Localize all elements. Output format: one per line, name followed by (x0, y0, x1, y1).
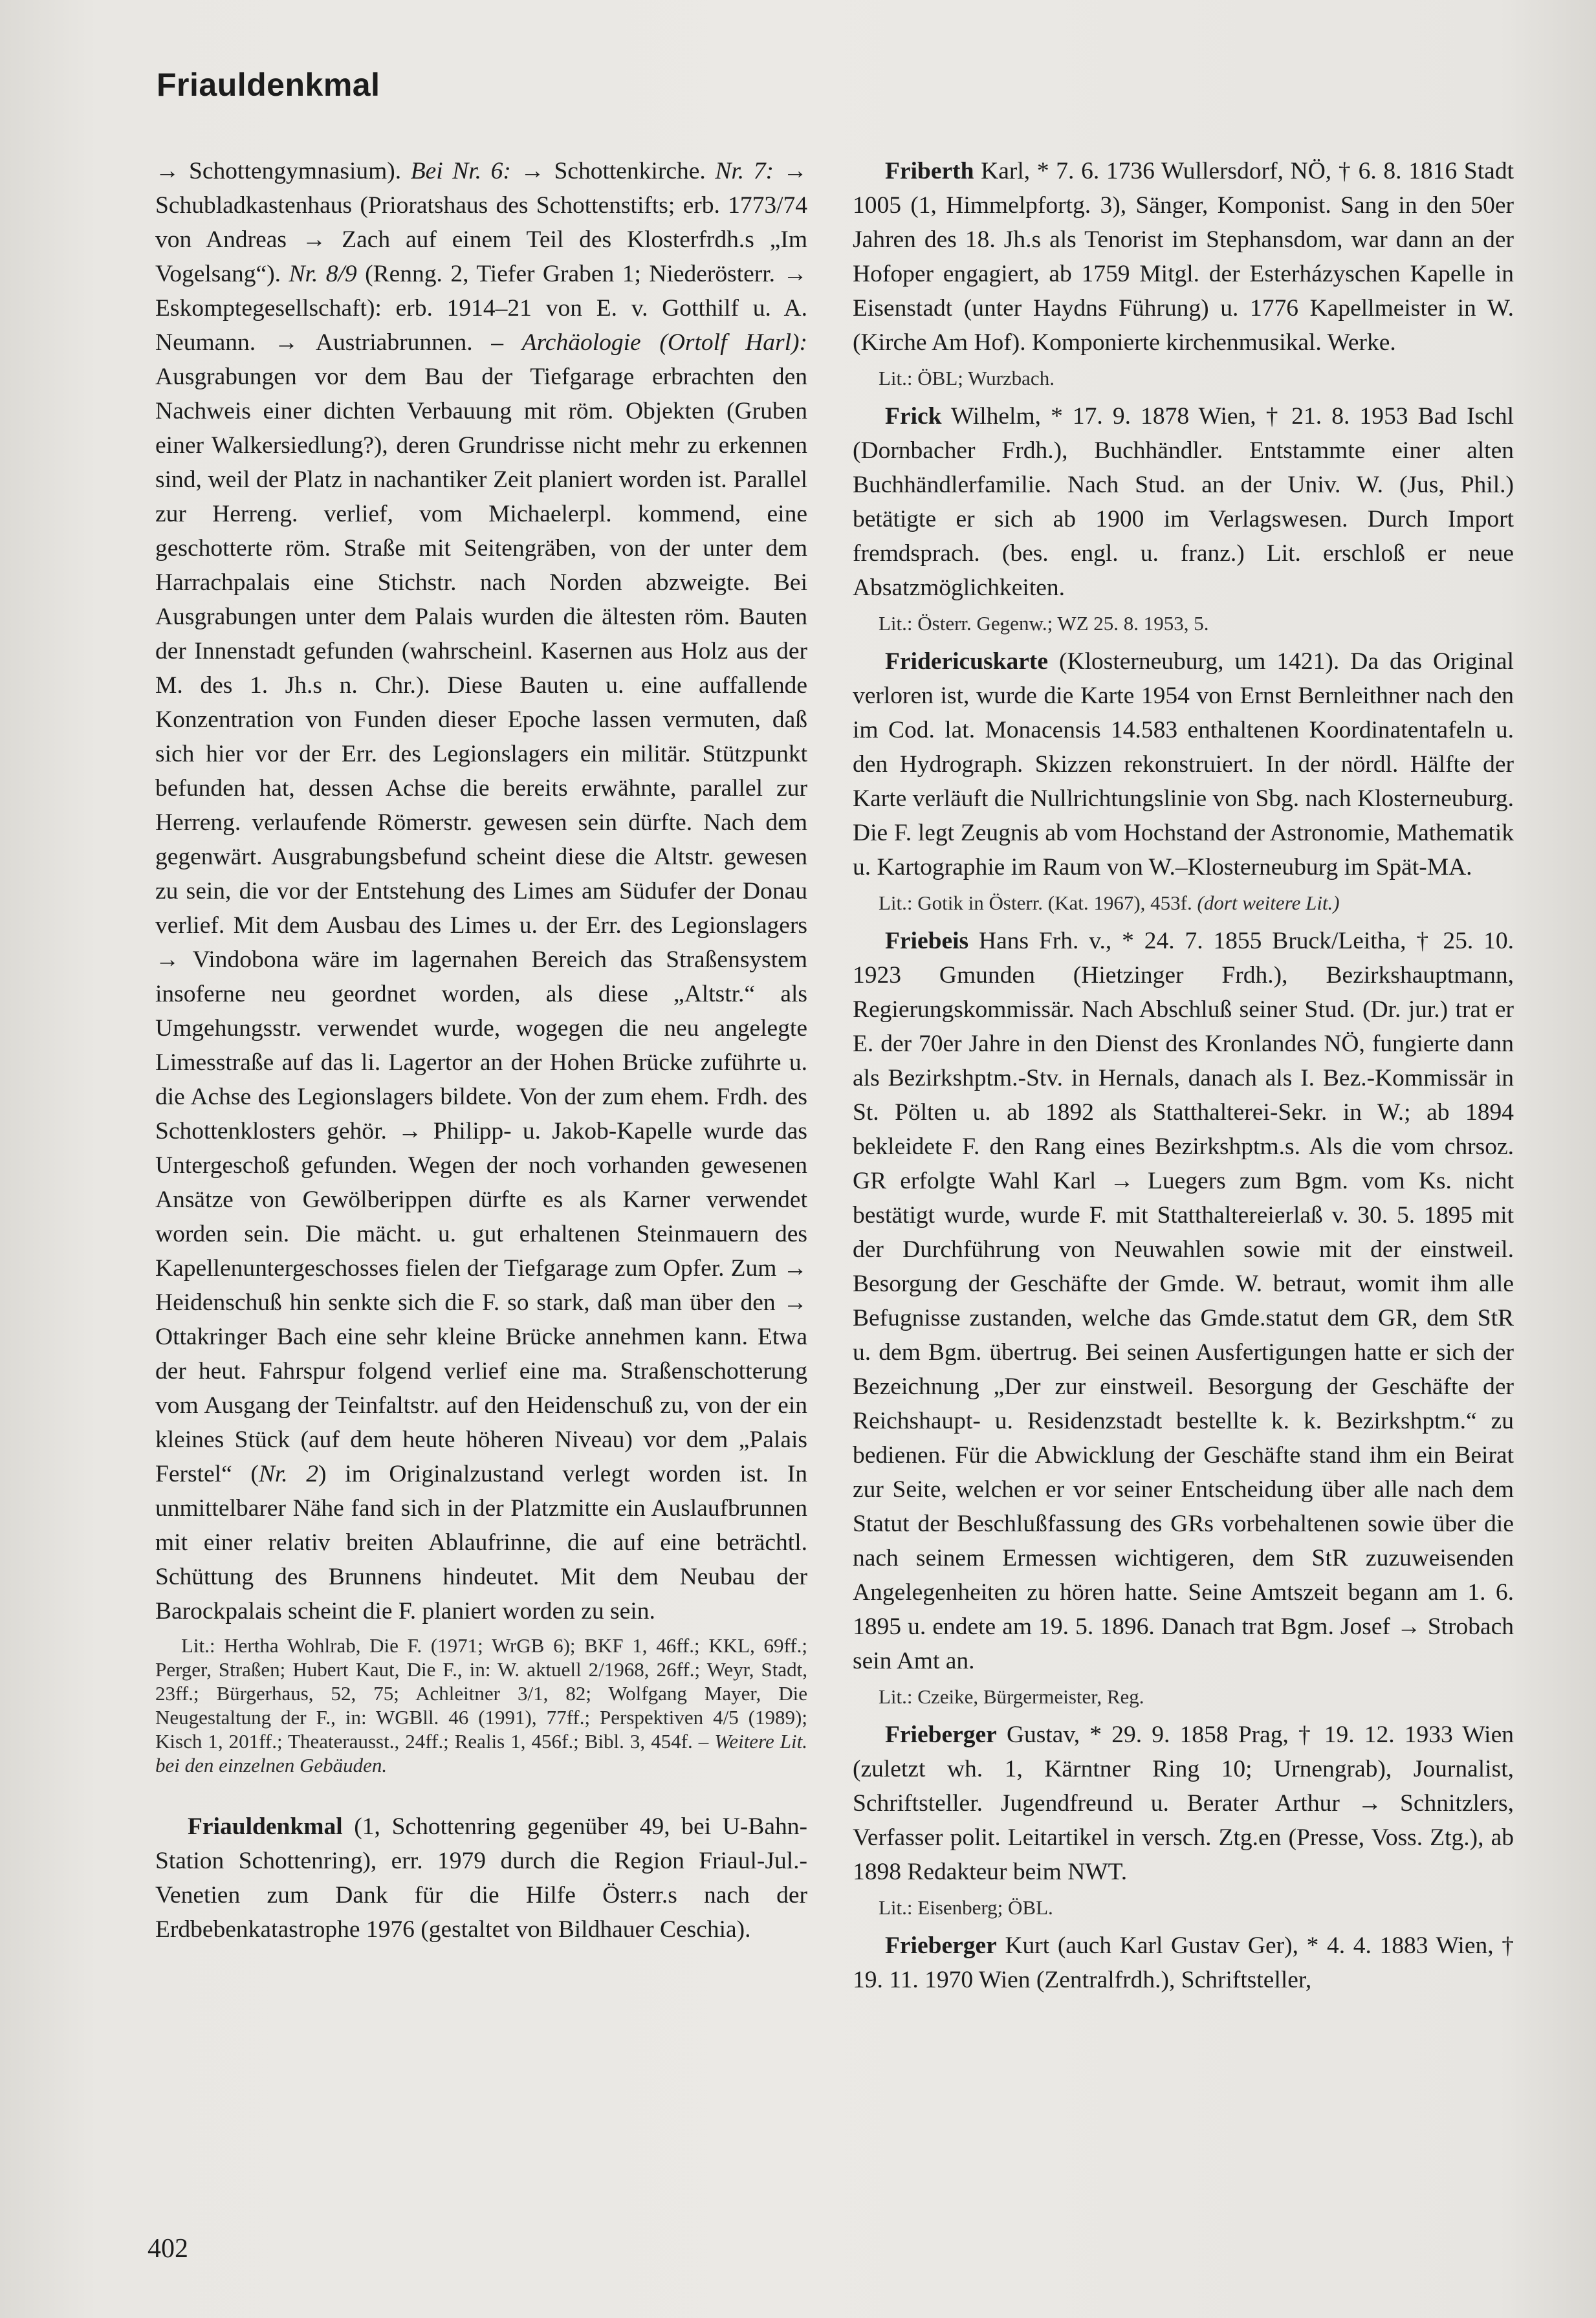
text-run: → Schottengymnasium). (155, 158, 411, 184)
entry-headword: Friauldenkmal (188, 1813, 343, 1840)
lit-text: Lit.: Hertha Wohlrab, Die F. (1971; WrGB 6); BKF 1, 46ff.; KKL, 69ff.; Perger, Straßen; Hubert Kaut, Die F., in: W. aktuell 2/1968, 26ff.; Weyr, Stadt, 23ff.; Bürgerhaus, 52, 75; Achleitner 3/1, 82; Wolfgang Mayer, Die Neugestaltung der F., in: WGBll. 46 (1991), 77ff.; Perspektiven 4/5 (1989); Kisch 1, 201ff.; Theaterausst., 24ff.; Realis 1, 456f.; Bibl. 3, 454f. – (155, 1634, 807, 1753)
continuation-paragraph (155, 154, 807, 1628)
running-head: Friauldenkmal (157, 67, 380, 103)
literature-note (155, 1634, 807, 1777)
literature-note (853, 891, 1514, 915)
entry-headword: Frieberger (885, 1932, 997, 1959)
lit-italic: (dort weitere Lit.) (1197, 891, 1340, 914)
entry-friebeis (853, 924, 1514, 1678)
page-number: 402 (148, 2234, 188, 2264)
entry-headword: Friberth (885, 158, 974, 184)
entry-headword: Friebeis (885, 928, 969, 954)
entry-text: Kurt (auch Karl Gustav Ger), * 4. 4. 1883 Wien, † 19. 11. 1970 Wien (Zentralfrdh.), Schriftsteller, (853, 1932, 1514, 1993)
entry-fridericuskarte (853, 644, 1514, 884)
literature-note: Lit.: Czeike, Bürgermeister, Reg. (879, 1685, 1144, 1708)
text-run: → Schubladkastenhaus (Prioratshaus des Schottenstifts; erb. 1773/74 von Andreas → Zach auf einem Teil des Klosterfrdh.s „Im Vogelsang“). (155, 158, 807, 287)
entry-text: Gustav, * 29. 9. 1858 Prag, † 19. 12. 1933 Wien (zuletzt wh. 1, Kärntner Ring 10; Urnengrab), Journalist, Schriftsteller. Jugendfreund u. Berater Arthur → Schnitzlers, Verfasser polit. Leitartikel in versch. Ztg.en (Presse, Voss. Ztg.), ab 1898 Redakteur beim NWT. (853, 1722, 1514, 1885)
italic-run: Nr. 8/9 (289, 261, 357, 287)
italic-run: Bei Nr. 6: (410, 158, 511, 184)
literature-note: Lit.: Österr. Gegenw.; WZ 25. 8. 1953, 5. (879, 612, 1209, 635)
entry-text: Wilhelm, * 17. 9. 1878 Wien, † 21. 8. 1953 Bad Ischl (Dornbacher Frdh.), Buchhändler. Entstammte einer alten Buchhändlerfamilie. Nach Stud. an der Univ. W. (Jus, Phil.) betätigte er sich ab 1900 im Verlagswesen. Durch Import fremdsprach. (bes. engl. u. franz.) Lit. erschloß er neue Absatzmöglichkeiten. (853, 403, 1514, 601)
spacer (155, 1786, 807, 1810)
italic-run: Nr. 2 (258, 1461, 319, 1487)
entry-frieberger-gustav (853, 1718, 1514, 1889)
entry-friberth (853, 154, 1514, 360)
text-run: Ausgrabungen vor dem Bau der Tiefgarage erbrachten den Nachweis einer dichten Verbauung mit röm. Objekten (Gruben einer Walkersiedlung?), deren Grundrisse nicht mehr zu erkennen sind, weil der Platz in nachantiker Zeit planiert worden ist. Parallel zur Herreng. verlief, vom Michaelerpl. kommend, eine geschotterte röm. Straße mit Seitengräben, von der unter dem Harrachpalais eine Stichstr. nach Norden abzweigte. Bei Ausgrabungen unter dem Palais wurden die ältesten röm. Bauten der Innenstadt gefunden (wahrscheinl. Kasernen aus Holz aus der M. des 1. Jh.s n. Chr.). Diese Bauten u. eine auffallende Konzentration von Funden dieser Epoche lassen vermuten, daß sich hier vor der Err. des Legionslagers ein militär. Stützpunkt befunden hat, dessen Achse die bereits erwähnte, parallel zur Herreng. verlaufende Römerstr. gewesen sein dürfte. Nach dem gegenwärt. Ausgrabungsbefund scheint diese die Altstr. gewesen zu sein, die vor der Entstehung des Limes am Südufer der Donau verlief. Mit dem Ausbau des Limes u. der Err. des Legionslagers → Vindobona wäre im lagernahen Bereich das Straßensystem insoferne neu geordnet worden, als diese „Altstr.“ als Umgehungsstr. verwendet wurde, wogegen die neu angelegte Limesstraße auf das li. Lagertor an der Hohen Brücke zuführte u. die Achse des Legionslagers bildete. Von der zum ehem. Frdh. des Schottenklosters gehör. → Philipp- u. Jakob-Kapelle wurde das Untergeschoß gefunden. Wegen der noch vorhanden gewesenen Ansätze von Gewölberippen dürfte es als Karner verwendet worden sein. Die mächt. u. gut erhaltenen Steinmauern des Kapellenuntergeschosses fielen der Tiefgarage zum Opfer. Zum → Heidenschuß hin senkte sich die F. so stark, daß man über den → Ottakringer Bach eine sehr kleine Brücke annehmen kann. Etwa der heut. Fahrspur folgend verlief eine ma. Straßenschotterung vom Ausgang der Teinfaltstr. auf den Heidenschuß zu, von der ein kleines Stück (auf dem heute höheren Niveau) vor dem „Palais Ferstel“ ( (155, 364, 807, 1487)
lit-italic: Weitere Lit. bei den einzelnen Gebäuden. (155, 1730, 807, 1777)
text-run: → Schottenkirche. (510, 158, 716, 184)
entry-headword: Fridericuskarte (885, 648, 1049, 675)
lit-text: Lit.: Gotik in Österr. (Kat. 1967), 453f. (879, 891, 1197, 914)
text-run: ) im Originalzustand verlegt worden ist. In unmittelbarer Nähe fand sich in der Platzmitte ein Auslaufbrunnen mit einer relativ breiten Ablaufrinne, die auf eine beträchtl. Schüttung des Brunnens hindeutet. Mit dem Neubau der Barockpalais scheint die F. planiert worden zu sein. (155, 1461, 807, 1624)
entry-headword: Frieberger (885, 1722, 997, 1748)
entry-text: Karl, * 7. 6. 1736 Wullersdorf, NÖ, † 6. 8. 1816 Stadt 1005 (1, Himmelpfortg. 3), Sänger, Komponist. Sang in den 50er Jahren des 18. Jh.s als Tenorist im Stephansdom, war dann an der Hofoper engagiert, ab 1759 Mitgl. der Esterházyschen Kapelle in Eisenstadt (unter Haydns Führung) u. 1776 Kapellmeister in W. (Kirche Am Hof). Komponierte kirchenmusikal. Werke. (853, 158, 1514, 356)
entry-headword: Frick (885, 403, 942, 430)
entry-friauldenkmal (155, 1810, 807, 1947)
entry-text: (1, Schottenring gegenüber 49, bei U-Bahn-Station Schottenring), err. 1979 durch die Region Friaul-Jul.-Venetien zum Dank für die Hilfe Österr.s nach der Erdbebenkatastrophe 1976 (gestaltet von Bildhauer Ceschia). (155, 1813, 807, 1943)
literature-note: Lit.: ÖBL; Wurzbach. (879, 367, 1055, 389)
entry-frieberger-kurt (853, 1929, 1514, 1997)
literature-note: Lit.: Eisenberg; ÖBL. (879, 1896, 1053, 1919)
italic-run: Nr. 7: (715, 158, 774, 184)
left-column (155, 154, 807, 1947)
entry-text: (Klosterneuburg, um 1421). Da das Original verloren ist, wurde die Karte 1954 von Ernst Bernleithner nach den im Cod. lat. Monacensis 14.583 enthaltenen Koordinatentafeln u. den Hydrograph. Skizzen rekonstruiert. In der nördl. Hälfte der Karte verläuft die Nullrichtungslinie von Sbg. nach Klosterneuburg. Die F. legt Zeugnis ab vom Hochstand der Astronomie, Mathematik u. Kartographie im Raum von W.–Klosterneuburg im Spät-MA. (853, 648, 1514, 880)
italic-run: Archäologie (Ortolf Harl): (521, 329, 807, 356)
text-run: (Renng. 2, Tiefer Graben 1; Niederösterr. → Eskomptegesellschaft): erb. 1914–21 von E. v. Gotthilf u. A. Neumann. → Austriabrunnen. – (155, 261, 807, 356)
entry-text: Hans Frh. v., * 24. 7. 1855 Bruck/Leitha, † 25. 10. 1923 Gmunden (Hietzinger Frdh.), Bezirkshauptmann, Regierungskommissär. Nach Abschluß seiner Stud. (Dr. jur.) trat er E. der 70er Jahre in den Dienst des Kronlandes NÖ, fungierte dann als Bezirkshptm.-Stv. in Hernals, danach als I. Bez.-Kommissär in St. Pölten u. ab 1892 als Statthalterei-Sekr. in W.; ab 1894 bekleidete F. den Rang eines Bezirkshptm.s. Als die vom chrsoz. GR erfolgte Wahl Karl → Luegers zum Bgm. vom Ks. nicht bestätigt wurde, wurde F. mit Statthaltereierlaß v. 30. 5. 1895 mit der Durchführung von Neuwahlen sowie mit der einstweil. Besorgung der Geschäfte der Gmde. W. betraut, womit ihm alle Befugnisse zustanden, welche das Gmde.statut dem GR, dem StR u. dem Bgm. übertrug. Bei seinen Ausfertigungen hatte er sich der Bezeichnung „Der zur einstweil. Besorgung der Geschäfte der Reichshaupt- u. Residenzstadt bestellte k. k. Bezirkshptm.“ zu bedienen. Für die Abwicklung der Geschäfte stand ihm ein Beirat zur Seite, welchen er vor seiner Entscheidung über alle nach dem Statut der Beschlußfassung des GRs vorbehaltenen sowie über die nach seinem Ermessen wichtigeren, dem StR zuzuweisenden Angelegenheiten zu hören hatte. Seine Amtszeit begann am 1. 6. 1895 u. endete am 19. 5. 1896. Danach trat Bgm. Josef → Strobach sein Amt an. (853, 928, 1514, 1674)
right-column (853, 154, 1514, 1997)
entry-frick (853, 399, 1514, 605)
